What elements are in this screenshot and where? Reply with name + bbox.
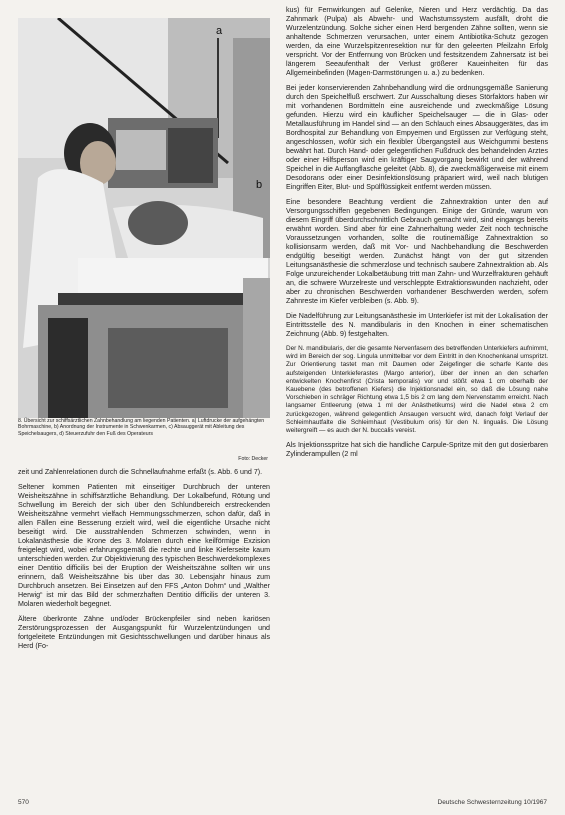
photo-credit: Foto: Decker — [238, 455, 268, 462]
figure-caption — [18, 418, 270, 462]
right-paragraph: Als Injektionsspritze hat sich die handliche Carpule-Spritze mit den gut dosierbaren Zylinderampullen (2 ml — [286, 441, 548, 459]
journal-name: Deutsche Schwesternzeitung 10/1967 — [437, 799, 547, 806]
right-paragraph: Bei jeder konservierenden Zahnbehandlung wird die ordnungsgemäße Sanierung durch den Speichelfluß erschwert. Zur Ausschaltung dieses Störfaktors haben wir mit vorhandenen Bordmitteln eine ausreichende und zweckmäßige Lösung gefunden. Hierzu wird ein käuflicher Speichelsauger — die in Glas- oder Metallausführung im Handel sind — an den Schlauch eines Absauggerätes, das im Bordhospital zur Behandlung von Empyemen und Ergüssen zur Verfügung steht, angeschlossen, wofür sich ein flexibler Übergangsteil aus Weichgummi bestens bewährt hat. Durch Hand- oder gelegentlichen Fußdruck des behandelnden Arztes oder einer Hilfsperson wird ein kräftiger Saugvorgang bewirkt und der während Speichel in die Auffangflasche geleitet (Abb. 8), die zweckmäßigerweise mit einem Desodorans oder einer Desinfektionslösung präpariert wird, weil nach blutigen Eingriffen Eiter, Blut- und Spülflüssigkeit entfernt werden müssen. — [286, 84, 548, 191]
left-paragraph: Ältere überkronte Zähne und/oder Brückenpfeiler sind neben kariösen Zerstörungsprozessen der Ausgangspunkt für Wurzelentzündungen und fortgeleitete Entzündungen mit Gesichtsschwellungen und darüber hinaus als Herd (Fo- — [18, 615, 270, 650]
photo-label-a: a — [216, 25, 223, 37]
right-paragraph: Eine besondere Beachtung verdient die Zahnextraktion unter den auf Versorgungsschiffen gegebenen Bedingungen. Einige der Gründe, warum von diesem Eingriff überdurchschnittlich Gebrauch gemacht wird, sind eingangs bereits erwähnt worden. Sind aber für eine Zahnerhaltung weder Zeit noch technische Voraussetzungen vorhanden, sollte die routinemäßige Zahnextraktion so kollisionsarm werden, daß mit Vor- und Nachbehandlung die Beschwerden endgültig beseitigt werden. Zunächst hängt von der gut sitzenden Leitungsanästhesie die schmerzlose und technisch saubere Zahnextraktion ab. Als Folge unzureichender Lokalbetäubung tritt man Zahn- und Wurzelfrakturen gehäuft an, die schwere Wurzelreste und verschleppte Extraktionswunden nachzieht, oder aber zu chronischen Beschwerden vorhandener Beschwerden werden, sofern Zahnreste im Kiefer verbleiben (s. Abb. 9). — [286, 198, 548, 305]
right-paragraph: Die Nadelführung zur Leitungsanästhesie im Unterkiefer ist mit der Lokalisation der Eintrittsstelle des N. mandibularis in den Knochen in einer schematischen Zeichnung (Abb. 9) festgehalten. — [286, 312, 548, 338]
left-text-column — [18, 468, 270, 657]
left-paragraph: zeit und Zahlenrelationen durch die Schnellaufnahme erfaßt (s. Abb. 6 und 7). — [18, 468, 263, 476]
left-paragraph: Seltener kommen Patienten mit einseitiger Durchbruch der unteren Weisheitszähne in schiffsärztliche Behandlung. Der Lokalbefund, Rötung und Schwellung im Bereich der sich über den Schlundbereich erstreckenden Weisheitszähne vermehrt vielfach Hemmungsschmerzen, schon dafür, daß in allen Fällen eine Besserung erzielt wird, weil die eigentliche Ursache nicht beseitigt wird. Die ausstrahlenden Schmerzen schwinden, wenn in Lokalanästhesie die Krone des 3. Molaren durch eine keilförmige Exzision freigelegt wird, wobei erfahrungsgemäß die rechte und linke Kieferseite kaum unterschieden werden. Zur Objektivierung des typischen Beschwerdekomplexes einer Dentitio difficilis bei der Eruption der Weisheitszähne sollten wir uns erinnern, daß Weisheitszähne bis über das 30. Lebensjahr hinaus zum Durchbruch ansetzen. Bei Einsetzen auf den FFS „Anton Dohrn“ und „Walther Herwig“ ist mir das Bild der schmerzhaften Dentitio difficilis der unteren 3. Molaren wiederholt begegnet. — [18, 483, 270, 608]
small-print-paragraph: Der N. mandibularis, der die gesamte Nervenfasern des betreffenden Unterkiefers aufnimmt, wird im Bereich der sog. Lingula unmittelbar vor dem Eintritt in den Knochenkanal umspritzt. Zur Orientierung tastet man mit Daumen oder Zeigefinger die scharfe Kante des aufsteigenden Unterkieferastes (Margo anterior), über der innen an den scharfen entwickelten Knochenfirst (Crista temporalis) vor und stößt etwa 1 cm oberhalb der Kauebene (des betroffenen Kiefers) die Injektionsnadel ein, so daß die Lösung nahe Vorschieben in schräger Richtung etwa 1,5 bis 2 cm lang dem Nervenstamm erreicht. Nach langsamer Entleerung (etwa 1 ml der Anästhetikums) wird die Nadel etwa 2 cm zurückgezogen, während gelegentlich Ansaugen versucht wird, danach folgt Verlauf der Schleimhautfalte die Schleimhaut (Vestibulum oris) für den N. lingualis. Die Lösung weitergreift — es auch der N. buccalis vereist. — [286, 345, 548, 435]
photo-illustration — [18, 18, 270, 418]
page-footer — [18, 799, 547, 809]
page-number: 570 — [18, 799, 29, 806]
right-paragraph: kus) für Fernwirkungen auf Gelenke, Nieren und Herz verdächtig. Da das Zahnmark (Pulpa) als Abwehr- und Wachstumssystem ausfällt, droht die Wurzelentzündung. Solche sicher einen Herd bergenden Zähne sollten, wenn sie anhaltende Schmerzen verursachen, unter einem Antibiotika-Schutz gezogen werden, da eine Wurzelspitzenresektion nur für den geleerten Pfeilzahn Erfolg verspricht. Vor der Entfernung von Brücken und festsitzendem Zahnersatz ist bei längerem Seeaufenthalt der Verlust größerer Kaueinheiten für das Allgemeinbefinden (Magen-Darmstörungen u. a.) zu bedenken. — [286, 6, 548, 77]
right-text-column — [286, 6, 548, 465]
figure-caption-text: 8. Übersicht zur schiffsärztlichen Zahnbehandlung am liegenden Patienten. a) Luftdrucke der aufgehängten Bohrmaschine, b) Anordnung der Instrumente in Schwenkarmen, c) Absauggerät mit Ableitung des Speichelsaugers, d) Steuerzufuhr den Fuß des Operateurs — [18, 418, 265, 437]
dental-treatment-photo — [18, 18, 270, 418]
photo-label-b: b — [256, 179, 263, 191]
